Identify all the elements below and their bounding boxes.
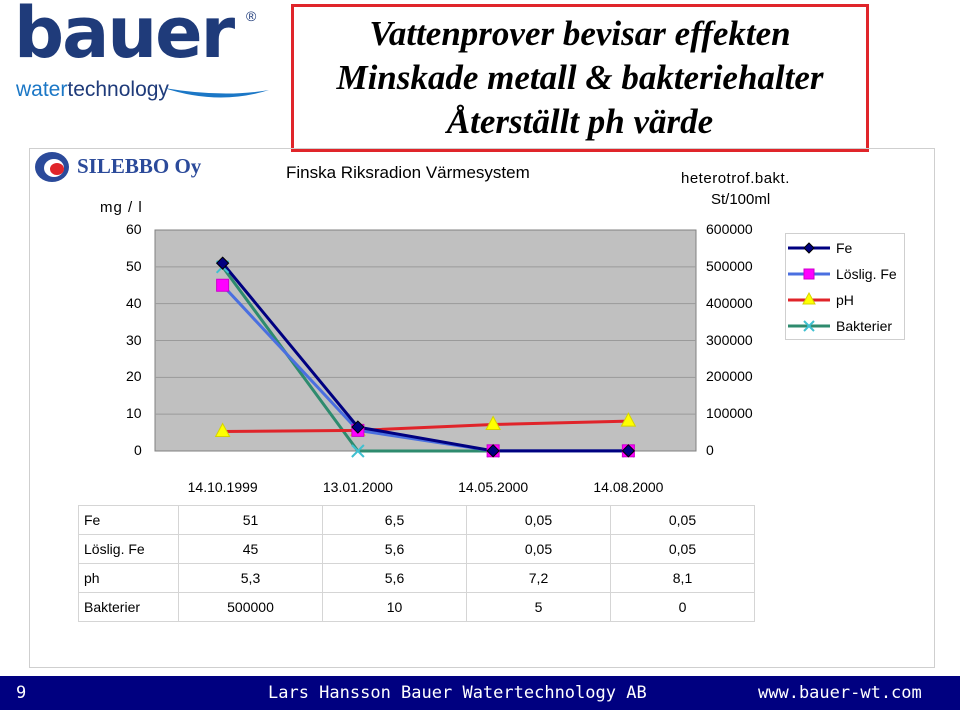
table-row-label: Löslig. Fe — [79, 535, 179, 564]
chart-title: Finska Riksradion Värmesystem — [286, 163, 530, 182]
table-row-label: ph — [79, 564, 179, 593]
table-cell: 8,1 — [611, 564, 755, 593]
table-cell: 0 — [611, 593, 755, 622]
y-tick-left: 30 — [126, 331, 142, 348]
y-tick-left: 10 — [126, 405, 142, 422]
legend-label: Bakterier — [836, 318, 893, 334]
legend-item — [786, 289, 904, 311]
table-row — [79, 593, 755, 622]
y-tick-left: 50 — [126, 257, 142, 274]
y-tick-left: 20 — [126, 368, 142, 385]
logo-sub-technology: technology — [67, 78, 169, 101]
legend-label: pH — [836, 292, 854, 308]
y-tick-right: 0 — [706, 442, 714, 458]
y-tick-right: 300000 — [706, 331, 753, 348]
legend-label: Fe — [836, 240, 853, 256]
y-tick-left: 0 — [134, 442, 142, 458]
chart-legend — [785, 233, 905, 340]
table-row — [79, 564, 755, 593]
table-cell: 5,6 — [323, 535, 467, 564]
table-cell: 51 — [179, 506, 323, 535]
title-line-1: Vattenprover bevisar effekten — [369, 14, 791, 53]
footer-author-company: Lars Hansson Bauer Watertechnology AB — [268, 683, 647, 703]
page-number: 9 — [16, 683, 27, 703]
data-table — [78, 505, 755, 622]
y-tick-left: 40 — [126, 294, 142, 311]
x-tick-label: 14.10.1999 — [187, 479, 258, 495]
table-cell: 500000 — [179, 593, 323, 622]
title-line-3: Återställt ph värde — [446, 102, 714, 141]
logo-wordmark: bauer — [14, 0, 234, 74]
legend-item — [786, 237, 904, 259]
legend-label: Löslig. Fe — [836, 266, 897, 282]
table-cell: 7,2 — [467, 564, 611, 593]
table-cell: 5,3 — [179, 564, 323, 593]
table-cell: 45 — [179, 535, 323, 564]
diamond-marker — [804, 243, 814, 253]
title-line-2: Minskade metall & bakteriehalter — [336, 58, 824, 97]
registered-mark: ® — [246, 8, 257, 24]
y-tick-right: 500000 — [706, 257, 753, 274]
footer-url: www.bauer-wt.com — [758, 683, 922, 703]
y-axis-right-label-line2: St/100ml — [711, 191, 771, 208]
y-tick-right: 400000 — [706, 294, 753, 311]
legend-swatch — [786, 289, 832, 311]
table-cell: 6,5 — [323, 506, 467, 535]
square-marker — [217, 279, 229, 291]
y-axis-left-label: mg / l — [100, 199, 143, 216]
table-cell: 0,05 — [467, 535, 611, 564]
legend-swatch — [786, 315, 832, 337]
table-cell: 5 — [467, 593, 611, 622]
table-row — [79, 535, 755, 564]
logo-sub-water: water — [16, 78, 68, 101]
table-cell: 5,6 — [323, 564, 467, 593]
table-cell: 10 — [323, 593, 467, 622]
square-marker — [804, 269, 814, 279]
silebbo-name: SILEBBO Oy — [77, 154, 202, 178]
table-row-label: Fe — [79, 506, 179, 535]
table-row-label: Bakterier — [79, 593, 179, 622]
table-cell: 0,05 — [611, 535, 755, 564]
y-tick-left: 60 — [126, 221, 142, 237]
legend-swatch — [786, 237, 832, 259]
x-tick-label: 14.08.2000 — [593, 479, 664, 495]
footer-bar — [0, 676, 960, 710]
y-tick-right: 600000 — [706, 221, 753, 237]
x-tick-label: 13.01.2000 — [322, 479, 393, 495]
x-tick-label: 14.05.2000 — [458, 479, 529, 495]
legend-item — [786, 315, 904, 337]
legend-swatch — [786, 263, 832, 285]
legend-item — [786, 263, 904, 285]
y-tick-right: 200000 — [706, 368, 753, 385]
table-cell: 0,05 — [467, 506, 611, 535]
table-row — [79, 506, 755, 535]
table-cell: 0,05 — [611, 506, 755, 535]
y-tick-right: 100000 — [706, 405, 753, 422]
y-axis-right-label-line1: heterotrof.bakt. — [681, 170, 790, 187]
